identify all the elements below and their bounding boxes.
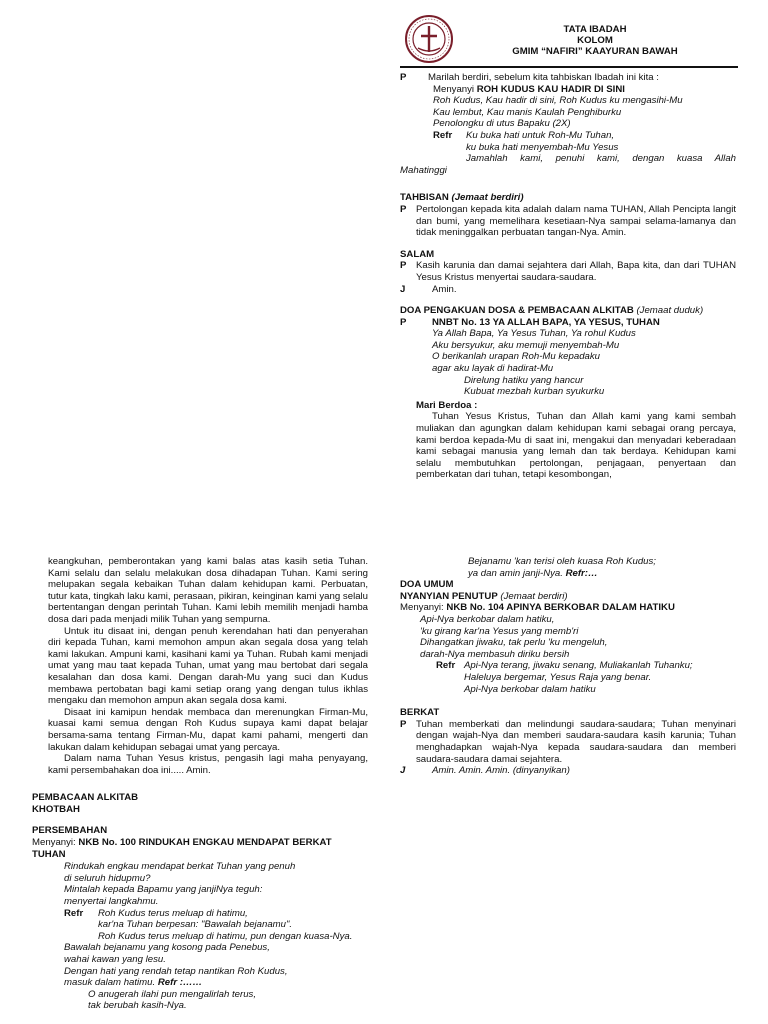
penutup-heading-line [400,591,736,603]
left-column-bottom [32,556,368,1012]
refr-label: Refr [436,660,456,672]
penutup-song-title: NKB No. 104 APINYA BERKOBAR DALAM HATIKU [446,602,675,614]
persembahan-continued [468,556,736,579]
lyric-line: Aku bersyukur, aku memuji menyembah-Mu [432,339,620,351]
refr-label: Refr [433,129,453,141]
song-prefix: Menyanyi [433,83,475,95]
doa-pengakuan-section [400,305,736,481]
doa-pengakuan-heading: DOA PENGAKUAN DOSA & PEMBACAAN ALKITAB [400,305,634,317]
refr-line: ku buka hati menyembah-Mu Yesus [466,141,619,153]
prayer-label: Mari Berdoa : [416,399,478,411]
penutup-note: (Jemaat berdiri) [500,590,568,602]
doa-pengakuan-tag: P [400,316,407,328]
tahbisan-heading-line [400,192,736,204]
persembahan-song-title: NKB No. 100 RINDUKAH ENGKAU MENDAPAT BERKAT [78,837,332,849]
lyric-line: Ya Allah Bapa, Ya Yesus Tuhan, Ya rohul Kudus [432,328,636,340]
tahbisan-note: (Jemaat berdiri) [451,192,524,204]
salam-section [400,249,736,295]
lyric-line: Mintalah kepada Bapamu yang janjiNya teguh: [64,884,263,896]
persembahan-song-line [32,837,368,849]
khotbah-heading: KHOTBAH [32,803,80,815]
tahbisan-tag: P [400,203,407,215]
doa-pengakuan-song-title: NNBT No. 13 YA ALLAH BAPA, YA YESUS, TUHAN [432,316,660,328]
refr-line: Api-Nya terang, jiwaku senang, Muliakanlah Tuhanku; [464,660,693,672]
prayer-paragraph-1: keangkuhan, pemberontakan yang kami balas atas kasih setia Tuhan. Kami selalu dan selalu melakukan dosa dihadapan Tuhan. Kami sering melupakan segala kebaikan Tuhan dalam kehidupan kami. Perbuatan, tutur kata, tingkah laku kami, perasaan, pikiran, keinginan kami yang selalu bertentangan dengan perintah Tuhan. Kami lebih memilih menjadi hamba dosa dari pada menjadi milik Tuhan yang sempurna. [48,556,368,625]
song-prefix: Menyanyi: [32,837,76,849]
right-column-top [400,72,736,481]
lyric-line: di seluruh hidupmu? [64,872,151,884]
lyric-line: Bejanamu 'kan terisi oleh kuasa Roh Kudus; [468,556,656,567]
refr-line: Jamahlah kami, penuhi kami, dengan kuasa Allah [466,153,736,165]
salam-tag-p: P [400,260,407,272]
lyric-line: darah-Nya membasuh diriku bersih [420,648,570,660]
tahbisan-section [400,192,736,238]
lyric-line-with-refr [64,977,368,989]
lyric-line: Kau lembut, Kau manis Kaulah Penghiburku [433,106,622,118]
prayer-paragraph-2: Untuk itu disaat ini, dengan penuh kerendahan hati dan penyerahan diri kepada Tuhan, kami memohon ampun akan segala dosa yang telah kami lakukan. Ampuni kami, kasihani kami ya Tuhan. Rubah kami menjadi umat yang mau taat kepada Tuhan, umat yang mau bertobat dari segala kesalahan dan dosa kami. Dengan darah-Mu yang suci dan Kudus membawa pertobatan bagi kami setiap orang yang dengan tulus ikhlas mengaku dan memohon ampun akan segala dosa kami. [48,625,368,707]
song-prefix: Menyanyi: [400,602,444,614]
header-rule [400,66,738,68]
refr-line: Haleluya bergemar, Yesus Raja yang benar. [464,671,652,683]
opening-intro: Marilah berdiri, sebelum kita tahbiskan Ibadah ini kita : [428,72,659,83]
opening-song-line [433,84,736,96]
penutup-section [400,591,736,695]
opening-section [400,72,736,176]
berkat-reply: Amin. Amin. Amin. (dinyanyikan) [432,765,570,777]
lyric-line: menyertai langkahmu. [64,896,159,908]
church-seal-icon [404,14,454,64]
refr-line: kar'na Tuhan berpesan: "Bawalah bejanamu". [98,919,293,931]
persembahan-song-title-cont: TUHAN [32,848,66,860]
prayer-continued [48,556,368,776]
opening-song-title: ROH KUDUS KAU HADIR DI SINI [476,83,625,95]
refr-label: Refr [64,907,84,919]
lyric-line: Penolongku di utus Bapaku (2X) [433,118,571,130]
penutup-heading: NYANYIAN PENUTUP [400,590,498,602]
berkat-tag-p: P [400,718,407,730]
refr-line: Roh Kudus terus meluap di hatimu, pun dengan kuasa-Nya. [98,930,353,942]
lyric-line: tak berubah kasih-Nya. [88,1000,187,1012]
refr-line: Roh Kudus terus meluap di hatimu, [98,907,248,919]
header-line-3: GMIM “NAFIRI” KAAYURAN BAWAH [512,46,678,57]
tahbisan-heading: TAHBISAN [400,192,449,204]
berkat-heading: BERKAT [400,707,440,719]
pembacaan-heading: PEMBACAAN ALKITAB [32,792,139,804]
header-line-1: TATA IBADAH [563,24,627,35]
lyric-line: masuk dalam hatimu. [64,977,156,989]
right-column-bottom [400,556,736,777]
penutup-song-line [400,602,736,614]
doa-pengakuan-note: (Jemaat duduk) [636,305,704,317]
tahbisan-text: Pertolongan kepada kita adalah dalam nama TUHAN, Allah Pencipta langit dan bumi, yang memelihara kesetiaan-Nya sampai selama-lamanya dan tidak meninggalkan perbuatan tangan-Nya. Amin. [416,203,736,239]
doa-pengakuan-heading-line [400,305,736,317]
prayer-paragraph-3: Disaat ini kamipun hendak membaca dan merenungkan Firman-Mu, kuasai kami semua dengan Roh Kudus supaya kami dapat belajar bersama-sama tentang Firman-Mu, dapat kami pahami, mengerti dan lakukan dalam kehidupan sebagai umat yang percaya. [48,706,368,753]
refr-line: Ku buka hati untuk Roh-Mu Tuhan, [466,129,615,141]
lyric-line: O anugerah ilahi pun mengalirlah terus, [88,988,256,1000]
lyric-line: ya dan amin janji-Nya. [468,567,563,579]
lyric-line: agar aku layak di hadirat-Mu [432,363,554,375]
lyric-line: O berikanlah urapan Roh-Mu kepadaku [432,351,600,363]
lyric-line: Roh Kudus, Kau hadir di sini, Roh Kudus ku mengasihi-Mu [433,95,683,107]
prayer-paragraph-4: Dalam nama Tuhan Yesus kristus, pengasih lagi maha penyayang, kami persembahakan doa ini..... Amin. [48,753,368,776]
berkat-section [400,707,736,777]
refr-end: Refr:… [565,567,598,579]
document-header [460,24,730,57]
pembacaan-section [32,792,368,815]
lyric-line: Direlung hatiku yang hancur [464,374,584,386]
doa-umum-heading: DOA UMUM [400,579,454,591]
lyric-line: Bawalah bejanamu yang kosong pada Penebus, [64,942,270,954]
lyric-line: Dengan hati yang rendah tetap nantikan Roh Kudus, [64,965,288,977]
salam-text: Kasih karunia dan damai sejahtera dari Allah, Bapa kita, dan dari TUHAN Yesus Kristus menyertai saudara-saudara. [416,260,736,283]
refr-line: Api-Nya berkobar dalam hatiku [464,683,596,695]
header-line-2: KOLOM [577,35,613,46]
prayer-text-top: Tuhan Yesus Kristus, Tuhan dan Allah kami yang kami sembah muliakan dan agungkan dalam kehidupan kami sebagai orang percaya, kami berdoa kepada-Mu di saat ini, mengakui dan menyadari keberadaan kami sebagai manusia yang lemah dan tak berdaya. Kehidupan kami selalu membutuhkan pertolongan, penjagaan, penyertaan dan pemberkatan dari tuhan, tetapi kesombongan, [416,411,736,481]
lyric-line: Api-Nya berkobar dalam hatiku, [420,613,555,625]
salam-reply: Amin. [432,283,457,295]
berkat-tag-j: J [400,765,406,777]
berkat-text: Tuhan memberkati dan melindungi saudara-saudara; Tuhan menyinari dengan wajah-Nya dan memberi saudara-saudara kasih karunia; Tuhan menghadapkan wajah-Nya kepada saudara-saudara dan memberi saudara-saudara damai sejahtera. [416,718,736,765]
lyric-line: Dihangatkan jiwaku, tak perlu 'ku mengeluh, [420,637,608,649]
persembahan-heading: PERSEMBAHAN [32,825,108,837]
salam-heading: SALAM [400,248,435,260]
lyric-line-with-refr [468,568,736,580]
lyric-line: Rindukah engkau mendapat berkat Tuhan yang penuh [64,861,296,873]
refr-short: Refr :…… [157,977,203,989]
salam-tag-j: J [400,283,406,295]
persembahan-section [32,825,368,1012]
lyric-line: 'ku girang kar'na Yesus yang memb'ri [420,625,579,637]
lyric-line: Kubuat mezbah kurban syukurku [464,386,605,398]
lyric-line: wahai kawan yang lesu. [64,954,166,965]
opening-tag: P [400,72,407,83]
refr-line-end: Mahatinggi [400,164,447,176]
